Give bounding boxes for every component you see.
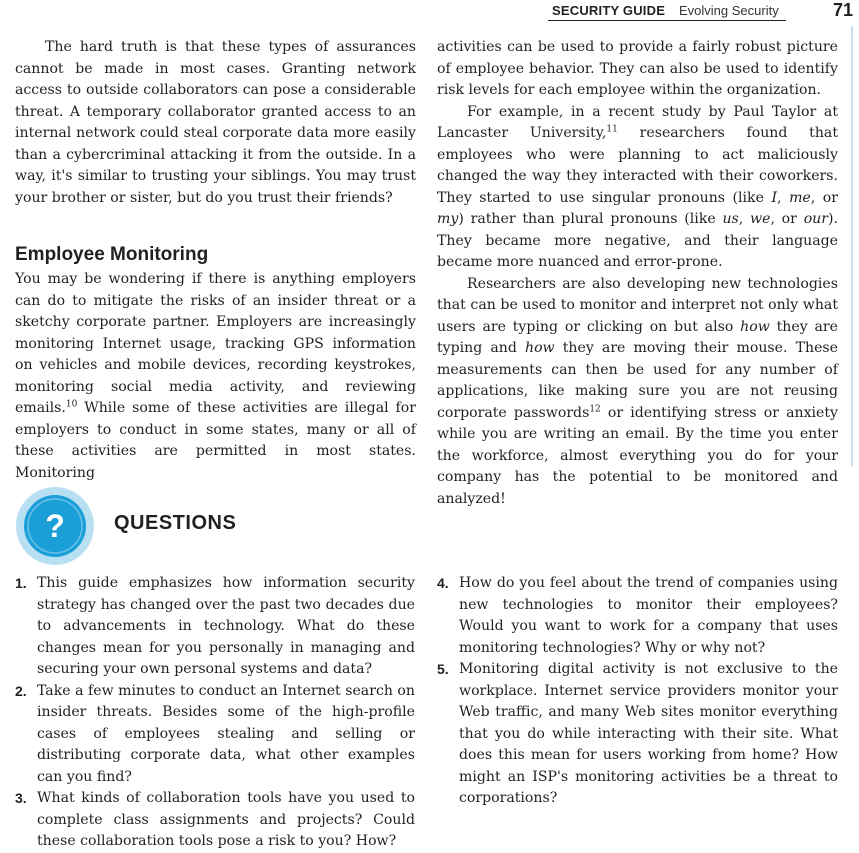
left-paragraph-1: The hard truth is that these types of assurances cannot be made in most cases. Granting network access to outside collaborators can pose a considerable threat. A temporary collaborator granted access to an internal network could steal corporate data more easily than a cybercriminal attacking it from the outside. In a way, it's similar to trusting your siblings. You may trust your brother or sister, but do you trust their friends? [15,39,416,206]
footnote-ref-12: 12 [589,403,601,414]
guide-title: SECURITY GUIDE [552,3,666,18]
header-rule [548,20,786,21]
running-head [0,0,859,22]
question-item-4: 4. How do you feel about the trend of companies using new technologies to monitor their employees? Would you want to work for a company that uses monitoring technologies? Why or why not? [437,575,838,656]
question-mark-icon [15,486,95,566]
right-paragraph-2: For example, in a recent study by Paul Taylor at Lancaster University,$^{11}$ researchers found that employees who were planning to act maliciously changed the way they interacted with their coworkers. They started to use singular pronouns (like I, me, or my) rather than plural pronouns (like us, we, or our). They became more negative, and their language became more nuanced and error-prone. [437,103,839,270]
right-paragraph-3: Researchers are also developing new technologies that can be used to monitor and interpret not only what users are typing or clicking on but also how they are typing and how they are moving their mouse. These measurements can then be used for any number of applications, like making sure you are not reusing corporate passwords$^{12}$ or identifying stress or anxiety while you are writing an email. By the time you enter the workforce, almost everything you do for your company has the potential to be monitored and analyzed! [437,275,838,507]
questions-left [15,573,415,853]
footnote-ref-10: 10 [65,399,78,410]
footnote-ref-11: 11 [606,124,618,135]
question-item-5: 5. Monitoring digital activity is not exclusive to the workplace. Internet service providers monitor your Web traffic, and many Web sites monitor everything that you do while interacting with their site. What does this mean for users working from home? How might an ISP's monitoring activities be a threat to corporations? [437,661,838,806]
question-item-1: 1. This guide emphasizes how information security strategy has changed over the past two decades due to advancements in technology. What do these changes mean for you personally in managing and securing your own personal systems and data? [15,575,415,677]
left-column [15,37,416,484]
page-number: 71 [832,0,853,20]
section-heading: Employee Monitoring [15,244,209,265]
questions-title: QUESTIONS [114,512,237,534]
right-paragraph-1: activities can be used to provide a fairly robust picture of employee behavior. They can also be used to identify risk levels for each employee within the organization. [437,39,838,98]
question-item-3: 3. What kinds of collaboration tools have you used to complete class assignments and projects? Could these collaboration tools pose a risk to you? How? [15,790,415,849]
questions-right [437,573,838,810]
left-paragraph-2: You may be wondering if there is anything employers can do to mitigate the risks of an insider threat or a sketchy corporate partner. Employers are increasingly monitoring Internet usage, tracking GPS information on vehicles and mobile devices, recording keystrokes, monitoring social media activity, and reviewing emails.$^{10}$ While some of these activities are illegal for employers to conduct in some states, many or all of these activities are permitted in most states. Monitoring [15,271,416,481]
section-title: Evolving Security [679,3,779,18]
right-column [437,37,838,510]
question-item-2: 2. Take a few minutes to conduct an Internet search on insider threats. Besides some of the high-profile cases of employees stealing and selling or distributing corporate data, what other examples can you find? [15,682,415,785]
svg-text:?: ? [45,508,65,544]
side-accent-bar [851,26,853,466]
